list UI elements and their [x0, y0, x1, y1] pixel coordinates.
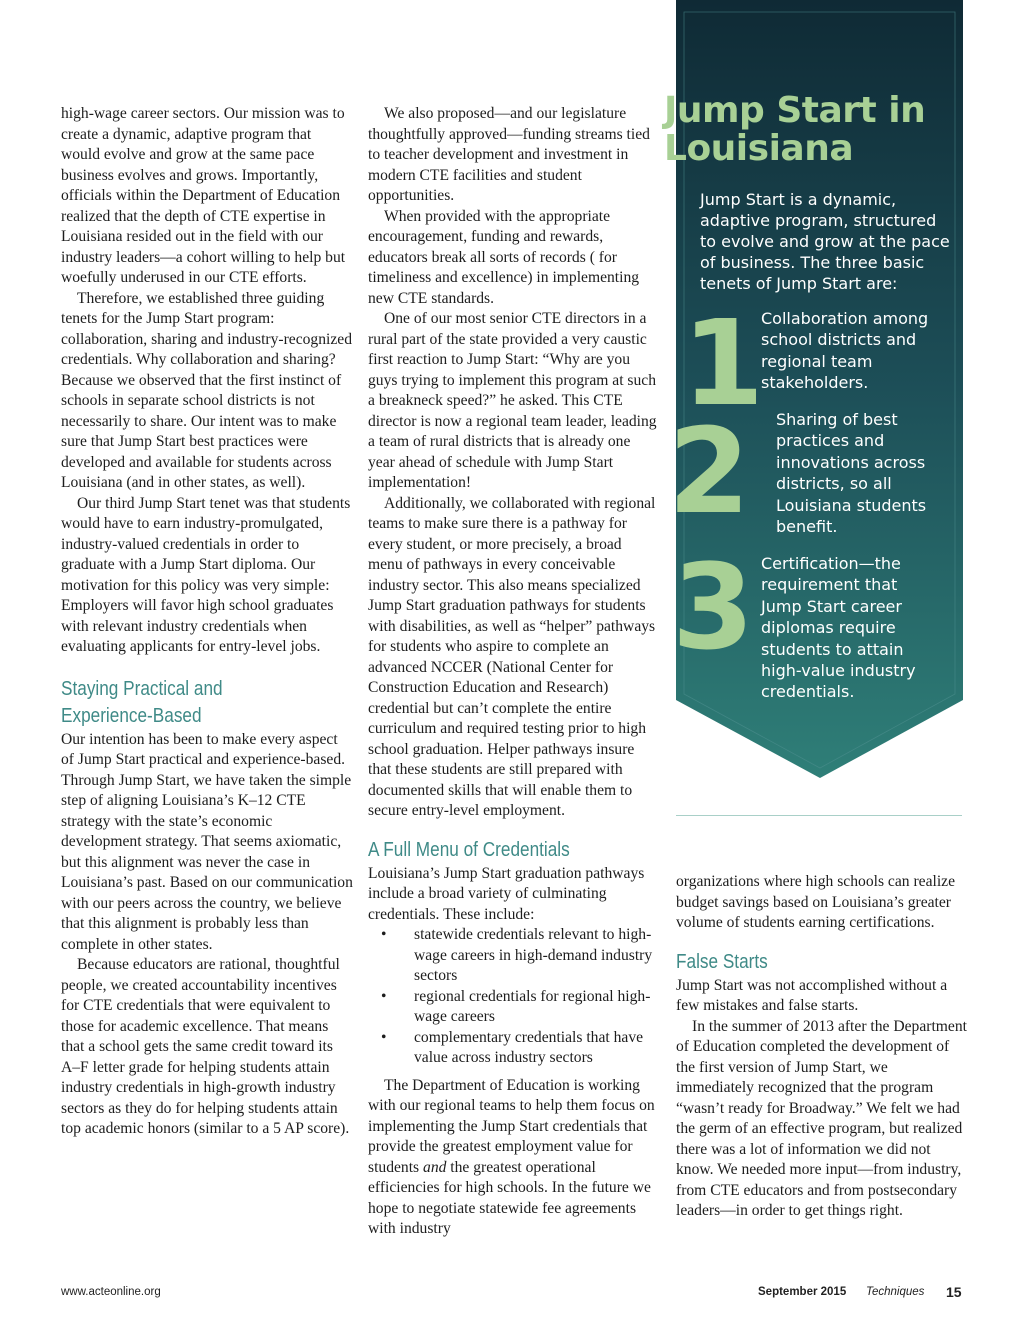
sidebar-title-line2: Louisiana [664, 128, 854, 169]
bullet: • [381, 987, 387, 1005]
tenet-item-2: Sharing of best practices and innovations across districts, so all Louisiana students benefit. [776, 410, 927, 537]
bullet: • [381, 926, 387, 943]
paragraph: Our intention has been to make every aspect of Jump Start practical and experience-based. Through Jump Start, we have taken the simple step of aligning Louisiana’s K–12 CTE strategy with the state’s economic development strategy. That seems axiomatic, but this alignment was never the case in Louisiana’s past. Based on our communication with our peers across the country, we believe that this alignment is probably less than complete in other states. [61, 730, 353, 953]
paragraph: Because educators are rational, thoughtful people, we created accountability incentives for CTE credentials that were equivalent to those for academic excellence. That means that a school gets the same credit toward its A–F letter grade for helping students attain industry credentials in high-growth industry sectors as they do for helping students attain top academic honors (similar to a 5 AP score). [61, 956, 350, 1137]
bullet: • [381, 1028, 387, 1046]
section-heading: Staying Practical and Experience-Based [61, 677, 223, 727]
paragraph: Additionally, we collaborated with regional teams to make sure there is a pathway for every student, or more precisely, a broad menu of pathways in every conceivable industry sector. This also means specialized Jump Start graduation pathways for students with disabilities, as well as “helper” pathways for students who aspire to complete an advanced NCCER (National Center for Construction Education and Research) credential but can’t complete the entire curriculum and required testing prior to high school graduation. Helper pathways insure that these students are still prepared with documented skills that will enable them to secure entry-level employment. [368, 494, 656, 819]
tenet-number-2: 2 [668, 402, 751, 540]
sidebar-intro: Jump Start is a dynamic, adaptive program, structured to evolve and grow at the pace of business. The three basic tenets of Jump Start are: [700, 190, 950, 293]
paragraph: high-wage career sectors. Our mission was to create a dynamic, adaptive program that would evolve and grow at the same pace business evolves and grows. Importantly, officials within the Department of Education realized that the depth of CTE expertise in Louisiana resided out in the field with our industry leaders—a cohort willing to help but woefully underused in our CTE efforts. [61, 105, 346, 286]
list-item: • regional credentials for regional high-wage careers [381, 987, 651, 1025]
paragraph: organizations where high schools can realize budget savings based on Louisiana’s greater volume of students earning certifications. [676, 873, 955, 931]
tenet-number-1: 1 [682, 294, 765, 432]
sidebar-title [664, 92, 925, 168]
section-heading: False Starts [676, 950, 768, 973]
page-number: 15 [946, 1284, 962, 1300]
tenet-item-1: Collaboration among school districts and regional team stakeholders. [761, 309, 929, 393]
paragraph: Louisiana’s Jump Start graduation pathways include a broad variety of culminating credentials. These include: [368, 864, 645, 923]
column-2 [368, 104, 660, 1240]
tenet-item-3: Certification—the requirement that Jump Start career diplomas require students to attain high-value industry credentials. [761, 554, 916, 702]
credential-list [368, 925, 660, 1069]
paragraph: Jump Start was not accomplished without a few mistakes and false starts. [676, 976, 948, 1014]
section-heading: A Full Menu of Credentials [368, 838, 570, 861]
column-3 [676, 872, 968, 1222]
paragraph: When provided with the appropriate encouragement, funding and rewards, educators break all sorts of records ( for timeliness and excellence) in implementing new CTE standards. [368, 207, 640, 307]
list-item: • statewide credentials relevant to high-wage careers in high-demand industry sectors [381, 926, 653, 984]
column-divider-rule [676, 815, 962, 816]
paragraph: Therefore, we established three guiding tenets for the Jump Start program: collaboration, sharing and industry-recognized credentials. Why collaboration and sharing? Because we observed that the first instinct of schools in separate school districts is not necessarily to share. Our intent was to make sure that Jump Start best practices were developed and available for students across Louisiana (and in other states, as well). [61, 289, 352, 491]
sidebar-title-line1: Jump Start in [664, 90, 926, 131]
footer-date: September 2015 [758, 1286, 847, 1298]
tenet-number-3: 3 [672, 538, 755, 676]
paragraph: In the summer of 2013 after the Department of Education completed the development of the first version of Jump Start, we immediately recognized that the program “wasn’t ready for Broadway.” We felt we had the germ of an effective program, but realized there was a lot of information we did not know. We needed more input—from industry, from CTE educators and from postsecondary leaders—in order to get things right. [676, 1017, 967, 1219]
footer-url: www.acteonline.org [61, 1286, 161, 1298]
paragraph: The Department of Education is working with our regional teams to help them focus on implementing the Jump Start credentials that provide the greatest employment value for students and the greatest operational efficiencies for high schools. In the future we hope to negotiate statewide fee agreements with industry [368, 1076, 655, 1237]
footer-magazine: Techniques [866, 1286, 925, 1298]
paragraph: Our third Jump Start tenet was that students would have to earn industry-promulgated, industry-valued credentials in order to graduate with a Jump Start diploma. Our motivation for this policy was very simple: Employers will favor high school graduates with relevant industry credentials when evaluating applicants for entry-level jobs. [61, 494, 351, 655]
list-item: • complementary credentials that have value across industry sectors [381, 1028, 644, 1066]
column-1 [61, 104, 353, 1140]
paragraph: One of our most senior CTE directors in a rural part of the state provided a very caustic first reaction to Jump Start: “Why are you guys trying to implement this program at such a breakneck speed?” he asked. This CTE director is now a regional team leader, leading a team of rural districts that is already one year ahead of schedule with Jump Start implementation! [368, 310, 657, 491]
paragraph: We also proposed—and our legislature thoughtfully approved—funding streams tied to teacher development and investment in modern CTE facilities and student opportunities. [368, 105, 650, 204]
